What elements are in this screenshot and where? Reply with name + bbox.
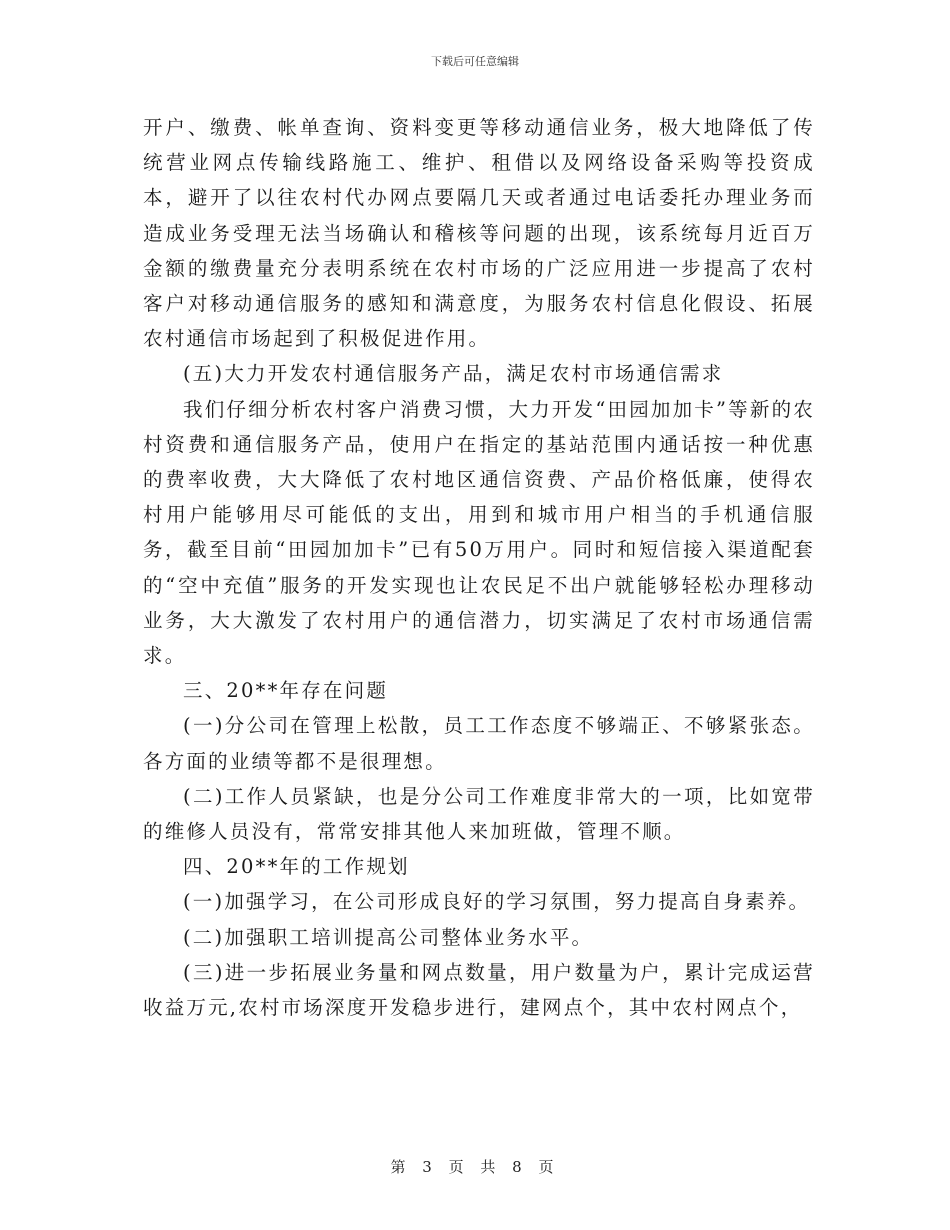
problem-item-1: (一)分公司在管理上松散，员工工作态度不够端正、不够紧张态。各方面的业绩等都不是很理想。 <box>143 714 815 773</box>
document-body <box>143 110 815 1025</box>
plan-item-2: (二)加强职工培训提高公司整体业务水平。 <box>183 925 594 949</box>
problem-item-2: (二)工作人员紧缺，也是分公司工作难度非常大的一项，比如宽带的维修人员没有，常常安排其他人来加班做，管理不顺。 <box>143 784 815 844</box>
section-heading-plan: 四、20**年的工作规划 <box>183 855 410 879</box>
plan-item-3: (三)进一步拓展业务量和网点数量，用户数量为户，累计完成运营收益万元,农村市场深度开发稳步进行，建网点个，其中农村网点个， <box>143 960 815 1020</box>
page-number: 第 3 页 共 8 页 <box>390 1158 560 1176</box>
page-header-note: 下载后可任意编辑 <box>431 55 519 68</box>
paragraph-3: 我们仔细分析农村客户消费习惯，大力开发“田园加加卡”等新的农村资费和通信服务产品，使用户在指定的基站范围内通话按一种优惠的费率收费，大大降低了农村地区通信资费、产品价格低廉，使得农村用户能够用尽可能低的支出，用到和城市用户相当的手机通信服务，截至目前“田园加加卡”已有50万用户。同时和短信接入渠道配套的“空中充值”服务的开发实现也让农民足不出户就能够轻松办理移动业务，大大激发了农村用户的通信潜力，切实满足了农村市场通信需求。 <box>143 397 815 668</box>
paragraph-1: 开户、缴费、帐单查询、资料变更等移动通信业务，极大地降低了传统营业网点传输线路施工、维护、租借以及网络设备采购等投资成本，避开了以往农村代办网点要隔几天或者通过电话委托办理业务而造成业务受理无法当场确认和稽核等问题的出现，该系统每月近百万金额的缴费量充分表明系统在农村市场的广泛应用进一步提高了农村客户对移动通信服务的感知和满意度，为服务农村信息化假设、拓展农村通信市场起到了积极促进作用。 <box>143 116 815 351</box>
plan-item-1: (一)加强学习，在公司形成良好的学习氛围，努力提高自身素养。 <box>183 890 811 914</box>
section-heading-5: (五)大力开发农村通信服务产品，满足农村市场通信需求 <box>183 362 724 386</box>
section-heading-problems: 三、20**年存在问题 <box>183 679 389 703</box>
